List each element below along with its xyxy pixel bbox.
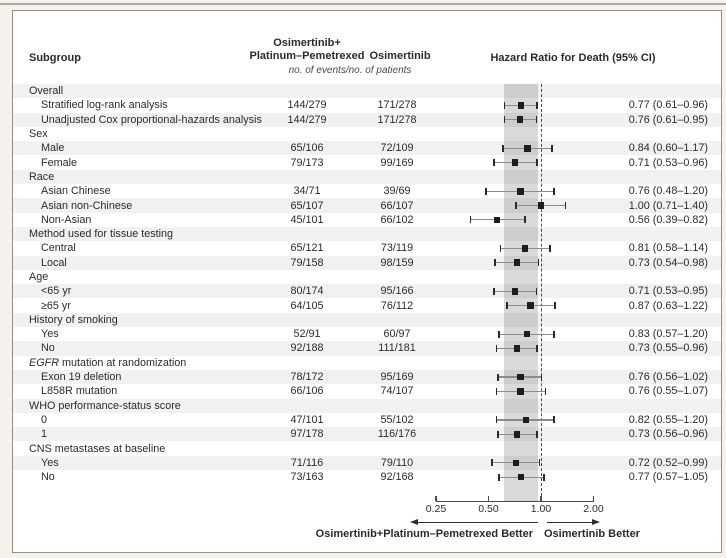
arm1-events-value: 79/173	[290, 156, 324, 169]
row-label: Asian Chinese	[41, 185, 111, 198]
row-label: Male	[41, 142, 65, 155]
ci-whisker	[485, 188, 554, 195]
right-arrow-head	[592, 519, 600, 525]
ci-cap-right	[539, 459, 541, 466]
ci-whisker	[498, 331, 554, 338]
point-estimate-marker	[527, 302, 534, 309]
arm1-events-value: 34/71	[293, 185, 321, 198]
ci-cap-left	[494, 259, 496, 266]
subgroup-row	[13, 141, 721, 155]
arm1-events-value: 78/172	[290, 371, 324, 384]
subgroup-row	[13, 113, 721, 127]
hazard-ratio-value: 0.73 (0.55–0.96)	[628, 342, 708, 355]
row-label: Yes	[41, 328, 59, 341]
row-label: No	[41, 471, 55, 484]
hazard-ratio-value: 0.77 (0.57–1.05)	[628, 471, 708, 484]
ci-cap-right	[553, 188, 555, 195]
subgroup-row	[13, 98, 721, 112]
arm2-events-value: 95/166	[380, 285, 414, 298]
row-label: Stratified log-rank analysis	[41, 99, 168, 112]
row-label: Unadjusted Cox proportional-hazards analysis	[41, 113, 262, 126]
ci-whisker	[515, 202, 566, 209]
arm2-events-value: 95/169	[380, 371, 414, 384]
ci-cap-right	[543, 474, 545, 481]
ci-whisker	[496, 388, 546, 395]
point-estimate-marker	[512, 288, 519, 295]
ci-whisker	[493, 288, 537, 295]
point-estimate-marker	[517, 188, 524, 195]
arm1-events-value: 64/105	[290, 299, 324, 312]
subgroup-column-header: Subgroup	[29, 52, 81, 64]
row-label: Age	[29, 271, 49, 283]
point-estimate-marker	[514, 259, 521, 266]
row-label: L858R mutation	[41, 385, 118, 398]
arm1-events-value: 52/91	[293, 328, 321, 341]
arm1-events-value: 45/101	[290, 213, 324, 226]
ci-whisker	[506, 302, 556, 309]
ci-cap-left	[504, 102, 506, 109]
arm1-events-value: 65/121	[290, 242, 324, 255]
ci-cap-left	[496, 345, 498, 352]
arm2-column-header: Osimertinib	[369, 50, 431, 62]
point-estimate-marker	[522, 245, 529, 252]
ci-cap-right	[553, 331, 555, 338]
hazard-ratio-value: 0.87 (0.63–1.22)	[628, 299, 708, 312]
ci-cap-right	[554, 302, 556, 309]
arm1-events-value: 79/158	[290, 256, 324, 269]
arm1-events-value: 47/101	[290, 413, 324, 426]
arm1-events-value: 144/279	[287, 113, 327, 126]
ci-cap-left	[515, 202, 517, 209]
hazard-ratio-value: 0.56 (0.39–0.82)	[628, 213, 708, 226]
arm2-events-value: 171/278	[377, 99, 417, 112]
row-label: Method used for tissue testing	[29, 228, 174, 241]
ci-cap-left	[493, 159, 495, 166]
left-better-label: Osimertinib+Platinum–Pemetrexed Better	[315, 528, 533, 540]
ci-cap-left	[497, 374, 499, 381]
hazard-ratio-value: 0.73 (0.54–0.98)	[628, 256, 708, 269]
point-estimate-marker	[524, 331, 531, 338]
ci-whisker	[504, 102, 538, 109]
axis-tick	[488, 496, 489, 501]
row-label: CNS metastases at baseline	[29, 442, 166, 455]
subgroup-row	[13, 327, 721, 341]
ci-cap-right	[545, 388, 547, 395]
left-arrow-line	[416, 522, 538, 523]
arm2-events-value: 74/107	[380, 385, 414, 398]
arm2-events-value: 79/110	[380, 456, 414, 469]
arm2-events-value: 66/102	[380, 213, 414, 226]
ci-cap-right	[536, 288, 538, 295]
arm1-events-value: 71/116	[290, 456, 324, 469]
subgroup-row	[13, 298, 721, 312]
row-label: Yes	[41, 456, 59, 469]
arm2-events-value: 99/169	[380, 156, 414, 169]
hazard-ratio-value: 0.84 (0.60–1.17)	[628, 142, 708, 155]
hazard-ratio-value: 0.83 (0.57–1.20)	[628, 328, 708, 341]
ci-cap-right	[536, 102, 538, 109]
ci-whisker	[496, 416, 555, 423]
row-label: Exon 19 deletion	[41, 371, 122, 384]
axis-tick	[540, 496, 541, 501]
group-row	[13, 170, 721, 184]
subgroup-row	[13, 256, 721, 270]
subgroup-row	[13, 284, 721, 298]
left-arrow-head	[410, 519, 418, 525]
point-estimate-marker	[523, 417, 530, 424]
arm1-events-value: 66/106	[290, 385, 324, 398]
ci-cap-right	[536, 159, 538, 166]
ci-cap-left	[496, 388, 498, 395]
events-per-patients-note: no. of events/no. of patients	[288, 65, 412, 76]
ci-cap-right	[549, 245, 551, 252]
arm1-events-value: 65/106	[290, 142, 324, 155]
hazard-ratio-column-header: Hazard Ratio for Death (95% CI)	[490, 52, 656, 64]
top-rule	[0, 3, 726, 5]
ci-cap-left	[500, 245, 502, 252]
hazard-ratio-value: 0.76 (0.55–1.07)	[628, 385, 708, 398]
ci-cap-left	[498, 474, 500, 481]
ci-cap-right	[538, 259, 540, 266]
ci-cap-right	[551, 145, 553, 152]
right-arrow-line	[547, 522, 594, 523]
hazard-ratio-value: 0.76 (0.61–0.95)	[628, 113, 708, 126]
arm1-events-value: 73/163	[290, 471, 324, 484]
ci-cap-right	[536, 431, 538, 438]
ci-whisker	[470, 216, 526, 223]
ci-cap-left	[496, 416, 498, 423]
group-row	[13, 313, 721, 327]
ci-cap-left	[506, 302, 508, 309]
row-label: Overall	[29, 85, 64, 98]
point-estimate-marker	[518, 474, 525, 481]
arm2-events-value: 55/102	[380, 413, 414, 426]
subgroup-row	[13, 241, 721, 255]
subgroup-row	[13, 413, 721, 427]
arm2-events-value: 76/112	[380, 299, 414, 312]
axis-tick-label: 0.50	[478, 503, 499, 515]
row-label: WHO performance-status score	[29, 399, 181, 412]
arm2-events-value: 171/278	[377, 113, 417, 126]
arm1-header-line1: Osimertinib+	[273, 37, 341, 49]
point-estimate-marker	[524, 145, 531, 152]
row-label: Female	[41, 156, 78, 169]
point-estimate-marker	[518, 102, 525, 109]
hazard-ratio-value: 0.73 (0.56–0.96)	[628, 428, 708, 441]
subgroup-row	[13, 341, 721, 355]
arm1-events-value: 80/174	[290, 285, 324, 298]
arm1-header-line2: Platinum–Pemetrexed	[249, 50, 365, 62]
arm2-events-value: 39/69	[383, 185, 411, 198]
row-label: Local	[41, 256, 67, 269]
arm2-events-value: 66/107	[380, 199, 414, 212]
axis-tick	[435, 496, 436, 501]
row-label: Race	[29, 170, 55, 183]
forest-rows	[13, 84, 721, 484]
right-better-label: Osimertinib Better	[544, 528, 640, 540]
subgroup-row	[13, 370, 721, 384]
row-label: History of smoking	[29, 313, 118, 326]
ci-cap-left	[491, 459, 493, 466]
ci-cap-left	[497, 431, 499, 438]
arm1-events-value: 97/178	[290, 428, 324, 441]
hazard-ratio-value: 0.71 (0.53–0.95)	[628, 285, 708, 298]
ci-cap-left	[498, 331, 500, 338]
group-row	[13, 441, 721, 455]
hazard-ratio-value: 0.72 (0.52–0.99)	[628, 456, 708, 469]
axis-tick-label: 1.00	[530, 503, 552, 515]
row-label: ≥65 yr	[41, 299, 71, 312]
row-label: 1	[41, 428, 48, 441]
ci-whisker	[497, 431, 538, 438]
hazard-ratio-value: 1.00 (0.71–1.40)	[628, 199, 708, 212]
row-label: EGFR mutation at randomization	[29, 356, 187, 369]
forest-plot-figure	[12, 10, 722, 553]
ci-cap-right	[524, 216, 526, 223]
ci-whisker	[500, 245, 551, 252]
ci-cap-right	[565, 202, 567, 209]
group-row	[13, 84, 721, 98]
point-estimate-marker	[512, 159, 519, 166]
subgroup-row	[13, 155, 721, 169]
hazard-ratio-value: 0.81 (0.58–1.14)	[628, 242, 708, 255]
ci-cap-left	[493, 288, 495, 295]
subgroup-row	[13, 213, 721, 227]
row-label: Central	[41, 242, 76, 255]
hazard-ratio-value: 0.77 (0.61–0.96)	[628, 99, 708, 112]
hazard-ratio-value: 0.71 (0.53–0.96)	[628, 156, 708, 169]
point-estimate-marker	[517, 374, 524, 381]
subgroup-row	[13, 456, 721, 470]
ci-cap-left	[470, 216, 472, 223]
subgroup-row	[13, 184, 721, 198]
group-row	[13, 227, 721, 241]
subgroup-row	[13, 427, 721, 441]
ci-cap-right	[536, 116, 538, 123]
row-label: No	[41, 342, 55, 355]
ci-cap-left	[485, 188, 487, 195]
arm1-events-value: 65/107	[290, 199, 324, 212]
row-label: <65 yr	[41, 285, 72, 298]
ci-cap-right	[553, 416, 555, 423]
hazard-ratio-value: 0.76 (0.48–1.20)	[628, 185, 708, 198]
subgroup-row	[13, 384, 721, 398]
group-row	[13, 399, 721, 413]
ci-cap-right	[541, 374, 543, 381]
subgroup-row	[13, 470, 721, 484]
arm2-events-value: 116/176	[377, 428, 417, 441]
row-label: Sex	[29, 128, 48, 141]
group-row	[13, 270, 721, 284]
point-estimate-marker	[517, 388, 524, 395]
axis-line	[436, 501, 594, 502]
ci-whisker	[504, 116, 538, 123]
ci-whisker	[502, 145, 553, 152]
point-estimate-marker	[494, 217, 501, 224]
hazard-ratio-value: 0.76 (0.56–1.02)	[628, 371, 708, 384]
point-estimate-marker	[513, 460, 520, 467]
row-label: 0	[41, 413, 48, 426]
group-row	[13, 127, 721, 141]
axis-tick-label: 0.25	[425, 503, 447, 515]
group-row	[13, 356, 721, 370]
point-estimate-marker	[514, 345, 521, 352]
axis-tick	[593, 496, 594, 501]
hazard-ratio-value: 0.82 (0.55–1.20)	[628, 413, 708, 426]
ci-whisker	[491, 459, 540, 466]
subgroup-row	[13, 198, 721, 212]
arm2-events-value: 111/181	[378, 342, 416, 355]
arm2-events-value: 60/97	[383, 328, 411, 341]
ci-whisker	[498, 474, 544, 481]
ci-cap-right	[536, 345, 538, 352]
arm2-events-value: 98/159	[380, 256, 414, 269]
ci-cap-left	[504, 116, 506, 123]
ci-whisker	[494, 259, 539, 266]
arm2-events-value: 72/109	[380, 142, 414, 155]
arm2-events-value: 73/119	[380, 242, 414, 255]
row-label: Asian non-Chinese	[41, 199, 133, 212]
ci-cap-left	[502, 145, 504, 152]
arm2-events-value: 92/168	[380, 471, 414, 484]
ci-whisker	[493, 159, 538, 166]
ci-whisker	[496, 345, 538, 352]
arm1-events-value: 144/279	[287, 99, 327, 112]
row-label: Non-Asian	[41, 213, 92, 226]
arm1-events-value: 92/188	[290, 342, 324, 355]
point-estimate-marker	[517, 116, 524, 123]
point-estimate-marker	[538, 202, 545, 209]
axis-tick-label: 2.00	[583, 503, 604, 515]
ci-whisker	[497, 374, 542, 381]
point-estimate-marker	[514, 431, 521, 438]
